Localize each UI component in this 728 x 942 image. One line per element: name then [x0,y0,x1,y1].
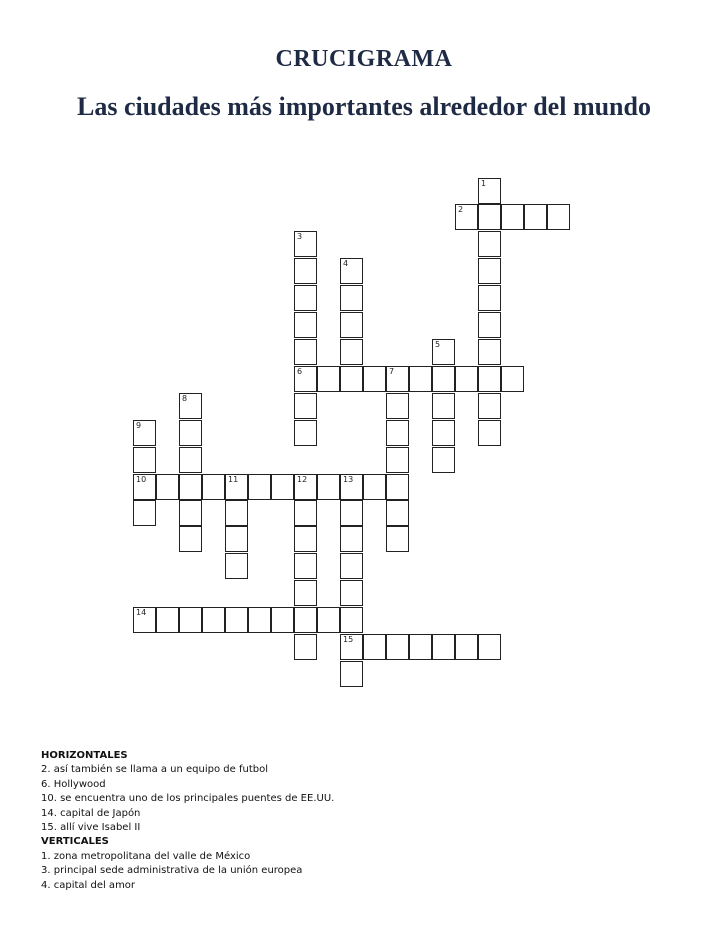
crossword-cell[interactable] [547,204,570,230]
crossword-cell[interactable] [294,553,317,579]
clue-number: 12 [297,475,308,484]
crossword-cell[interactable] [478,393,501,419]
crossword-cell[interactable] [363,366,386,392]
clue-number: 8 [182,394,188,403]
crossword-cell[interactable] [386,634,409,660]
crossword-cell[interactable] [133,607,156,633]
crossword-cell[interactable] [248,474,271,500]
crossword-cell[interactable] [225,553,248,579]
crossword-cell[interactable] [340,580,363,606]
crossword-cell[interactable] [179,420,202,446]
crossword-cell[interactable] [248,607,271,633]
crossword-cell[interactable] [340,339,363,365]
clues-section [41,749,334,893]
crossword-cell[interactable] [294,474,317,500]
clue-number: 2 [458,205,464,214]
crossword-cell[interactable] [455,366,478,392]
clue-number: 6 [297,367,303,376]
horizontal-clue: 14. capital de Japón [41,807,141,819]
page-title: CRUCIGRAMA [275,46,453,72]
crossword-cell[interactable] [432,366,455,392]
crossword-cell[interactable] [340,366,363,392]
crossword-cell[interactable] [501,204,524,230]
clue-number: 9 [136,421,142,430]
crossword-cell[interactable] [156,607,179,633]
crossword-cell[interactable] [340,285,363,311]
crossword-cell[interactable] [478,231,501,257]
clue-number: 4 [343,259,349,268]
crossword-cell[interactable] [294,420,317,446]
horizontal-clue: 10. se encuentra uno de los principales puentes de EE.UU. [41,793,335,805]
crossword-cell[interactable] [271,474,294,500]
crossword-cell[interactable] [133,447,156,473]
crossword-cell[interactable] [294,258,317,284]
horizontal-clue: 6. Hollywood [41,778,106,790]
crossword-cell[interactable] [179,447,202,473]
crossword-cell[interactable] [133,500,156,526]
crossword-cell[interactable] [317,607,340,633]
horizontal-clue: 15. allí vive Isabel II [41,822,141,834]
crossword-cell[interactable] [294,231,317,257]
crossword-cell[interactable] [225,500,248,526]
crossword-cell[interactable] [386,474,409,500]
horizontal-clues-header: HORIZONTALES [41,750,128,761]
crossword-cell[interactable] [294,580,317,606]
crossword-cell[interactable] [478,339,501,365]
crossword-cell[interactable] [156,474,179,500]
crossword-cell[interactable] [133,474,156,500]
crossword-cell[interactable] [179,526,202,552]
crossword-cell[interactable] [409,366,432,392]
crossword-cell[interactable] [340,258,363,284]
crossword-cell[interactable] [340,661,363,687]
crossword-cell[interactable] [501,366,524,392]
vertical-clue: 4. capital del amor [41,879,136,891]
clue-number: 3 [297,232,303,241]
crossword-cell[interactable] [432,447,455,473]
crossword-cell[interactable] [179,474,202,500]
crossword-cell[interactable] [363,474,386,500]
crossword-cell[interactable] [225,526,248,552]
crossword-cell[interactable] [409,634,432,660]
crossword-cell[interactable] [133,420,156,446]
crossword-cell[interactable] [340,634,363,660]
crossword-cell[interactable] [478,258,501,284]
clue-number: 11 [228,475,239,484]
crossword-cell[interactable] [294,500,317,526]
vertical-clues-header: VERTICALES [41,836,109,848]
clue-number: 1 [481,179,487,188]
crossword-cell[interactable] [478,366,501,392]
crossword-cell[interactable] [432,634,455,660]
crossword-cell[interactable] [317,474,340,500]
crossword-cell[interactable] [478,178,501,204]
crossword-cell[interactable] [202,474,225,500]
crossword-cell[interactable] [225,607,248,633]
crossword-cell[interactable] [294,393,317,419]
crossword-cell[interactable] [432,420,455,446]
crossword-cell[interactable] [294,312,317,338]
crossword-cell[interactable] [386,500,409,526]
crossword-cell[interactable] [179,607,202,633]
crossword-cell[interactable] [340,474,363,500]
crossword-cell[interactable] [432,339,455,365]
crossword-cell[interactable] [179,393,202,419]
crossword-cell[interactable] [432,393,455,419]
crossword-cell[interactable] [363,634,386,660]
crossword-cell[interactable] [317,366,340,392]
crossword-cell[interactable] [386,526,409,552]
crossword-cell[interactable] [294,366,317,392]
crossword-cell[interactable] [294,634,317,660]
crossword-cell[interactable] [294,285,317,311]
crossword-cell[interactable] [478,312,501,338]
crossword-cell[interactable] [225,474,248,500]
crossword-cell[interactable] [478,634,501,660]
crossword-cell[interactable] [386,447,409,473]
crossword-cell[interactable] [340,526,363,552]
crossword-cell[interactable] [478,204,501,230]
crossword-cell[interactable] [524,204,547,230]
clue-number: 7 [389,367,395,376]
crossword-cell[interactable] [386,366,409,392]
crossword-cell[interactable] [455,204,478,230]
crossword-cell[interactable] [386,420,409,446]
crossword-cell[interactable] [340,312,363,338]
clue-number: 14 [136,608,147,617]
clue-number: 10 [136,475,147,484]
crossword-cell[interactable] [340,607,363,633]
clue-number: 13 [343,475,354,484]
vertical-clue: 1. zona metropolitana del valle de México [41,850,251,862]
crossword-cell[interactable] [179,500,202,526]
horizontal-clue: 2. así también se llama a un equipo de futbol [41,764,268,776]
crossword-cell[interactable] [294,526,317,552]
crossword-cell[interactable] [271,607,294,633]
crossword-cell[interactable] [340,500,363,526]
crossword-cell[interactable] [202,607,225,633]
crossword-cell[interactable] [294,607,317,633]
clue-number: 5 [435,340,441,349]
page-subtitle: Las ciudades más importantes alrededor del mundo [77,92,651,121]
crossword-cell[interactable] [478,285,501,311]
vertical-clue: 3. principal sede administrativa de la unión europea [41,865,303,877]
crossword-cell[interactable] [294,339,317,365]
crossword-cell[interactable] [478,420,501,446]
crossword-cell[interactable] [386,393,409,419]
crossword-cell[interactable] [340,553,363,579]
crossword-cell[interactable] [455,634,478,660]
clue-number: 15 [343,635,354,644]
